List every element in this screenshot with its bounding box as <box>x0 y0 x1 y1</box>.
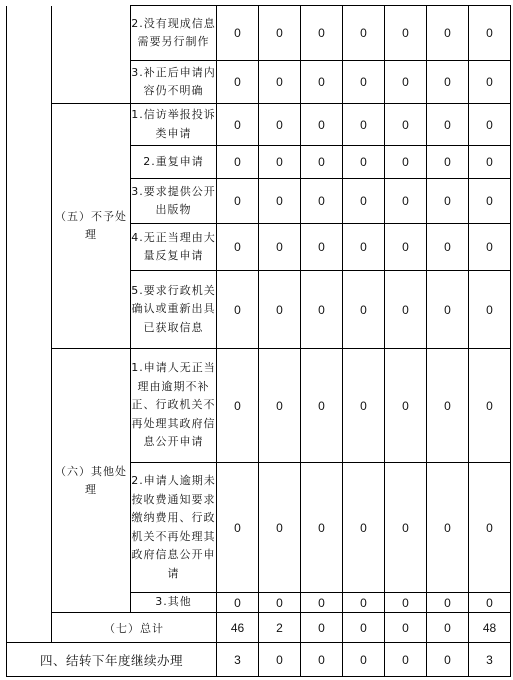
value-cell: 0 <box>301 6 343 61</box>
value-cell: 0 <box>343 104 385 146</box>
value-cell: 0 <box>385 104 427 146</box>
value-cell: 0 <box>427 146 469 179</box>
value-cell: 0 <box>301 593 343 613</box>
value-cell: 0 <box>469 271 511 349</box>
value-cell: 0 <box>259 146 301 179</box>
value-cell: 2 <box>259 613 301 643</box>
value-cell: 0 <box>469 593 511 613</box>
group-label-not-processed: （五）不予处理 <box>52 104 131 349</box>
value-cell: 0 <box>385 643 427 677</box>
value-cell: 0 <box>301 146 343 179</box>
value-cell: 0 <box>343 349 385 463</box>
value-cell: 0 <box>427 593 469 613</box>
value-cell: 0 <box>301 613 343 643</box>
value-cell: 0 <box>301 179 343 224</box>
value-cell: 0 <box>343 593 385 613</box>
table-row-total <box>7 613 511 643</box>
value-cell: 0 <box>301 224 343 271</box>
value-cell: 0 <box>385 224 427 271</box>
value-cell: 0 <box>343 643 385 677</box>
value-cell: 0 <box>469 179 511 224</box>
value-cell: 0 <box>343 271 385 349</box>
value-cell: 0 <box>469 104 511 146</box>
value-cell: 0 <box>427 643 469 677</box>
row-label: 3.要求提供公开出版物 <box>131 179 217 224</box>
row-label: 5.要求行政机关确认或重新出具已获取信息 <box>131 271 217 349</box>
value-cell: 0 <box>301 61 343 104</box>
value-cell: 0 <box>217 104 259 146</box>
value-cell: 0 <box>385 271 427 349</box>
value-cell: 0 <box>385 463 427 593</box>
value-cell: 0 <box>469 349 511 463</box>
value-cell: 0 <box>427 224 469 271</box>
value-cell: 0 <box>469 61 511 104</box>
value-cell: 0 <box>259 224 301 271</box>
value-cell: 0 <box>301 643 343 677</box>
value-cell: 0 <box>259 349 301 463</box>
group-label-other-processing: （六）其他处理 <box>52 349 131 613</box>
table-row <box>7 349 511 463</box>
value-cell: 0 <box>385 146 427 179</box>
carryover-label: 四、结转下年度继续办理 <box>7 643 217 677</box>
value-cell: 0 <box>385 593 427 613</box>
value-cell: 0 <box>427 271 469 349</box>
value-cell: 0 <box>217 146 259 179</box>
value-cell: 0 <box>469 146 511 179</box>
value-cell: 0 <box>469 463 511 593</box>
value-cell: 0 <box>385 6 427 61</box>
value-cell: 0 <box>217 61 259 104</box>
value-cell: 0 <box>217 593 259 613</box>
value-cell: 0 <box>259 104 301 146</box>
value-cell: 0 <box>301 271 343 349</box>
table-row <box>7 104 511 146</box>
value-cell: 0 <box>343 146 385 179</box>
value-cell: 0 <box>259 179 301 224</box>
value-cell: 0 <box>301 349 343 463</box>
value-cell: 3 <box>469 643 511 677</box>
value-cell: 0 <box>217 271 259 349</box>
value-cell: 0 <box>301 463 343 593</box>
value-cell: 0 <box>427 613 469 643</box>
value-cell: 46 <box>217 613 259 643</box>
value-cell: 0 <box>343 179 385 224</box>
row-label: 2.重复申请 <box>131 146 217 179</box>
row-label: 1.信访举报投诉类申请 <box>131 104 217 146</box>
value-cell: 0 <box>427 179 469 224</box>
value-cell: 0 <box>385 613 427 643</box>
previous-group-cell <box>52 6 131 104</box>
value-cell: 0 <box>259 593 301 613</box>
value-cell: 48 <box>469 613 511 643</box>
value-cell: 0 <box>217 6 259 61</box>
value-cell: 0 <box>343 613 385 643</box>
value-cell: 0 <box>217 463 259 593</box>
value-cell: 0 <box>427 61 469 104</box>
row-label: 2.没有现成信息需要另行制作 <box>131 6 217 61</box>
value-cell: 0 <box>259 6 301 61</box>
value-cell: 0 <box>301 104 343 146</box>
value-cell: 0 <box>469 6 511 61</box>
value-cell: 0 <box>427 6 469 61</box>
value-cell: 0 <box>469 224 511 271</box>
value-cell: 0 <box>343 224 385 271</box>
outer-section-cell <box>7 6 52 643</box>
table-row-carryover <box>7 643 511 677</box>
value-cell: 0 <box>259 271 301 349</box>
value-cell: 0 <box>427 349 469 463</box>
value-cell: 3 <box>217 643 259 677</box>
value-cell: 0 <box>217 179 259 224</box>
value-cell: 0 <box>427 104 469 146</box>
value-cell: 0 <box>385 61 427 104</box>
value-cell: 0 <box>427 463 469 593</box>
value-cell: 0 <box>217 224 259 271</box>
value-cell: 0 <box>217 349 259 463</box>
value-cell: 0 <box>385 349 427 463</box>
value-cell: 0 <box>259 463 301 593</box>
value-cell: 0 <box>259 61 301 104</box>
row-label: 3.补正后申请内容仍不明确 <box>131 61 217 104</box>
value-cell: 0 <box>385 179 427 224</box>
table-body <box>7 6 511 677</box>
row-label: 3.其他 <box>131 593 217 613</box>
value-cell: 0 <box>343 6 385 61</box>
row-label: 2.申请人逾期未按收费通知要求缴纳费用、行政机关不再处理其政府信息公开申请 <box>131 463 217 593</box>
value-cell: 0 <box>343 463 385 593</box>
value-cell: 0 <box>259 643 301 677</box>
value-cell: 0 <box>343 61 385 104</box>
row-label: 4.无正当理由大量反复申请 <box>131 224 217 271</box>
statistics-table <box>6 5 511 677</box>
table-row <box>7 6 511 61</box>
row-label: 1.申请人无正当理由逾期不补正、行政机关不再处理其政府信息公开申请 <box>131 349 217 463</box>
total-label: （七）总计 <box>52 613 217 643</box>
